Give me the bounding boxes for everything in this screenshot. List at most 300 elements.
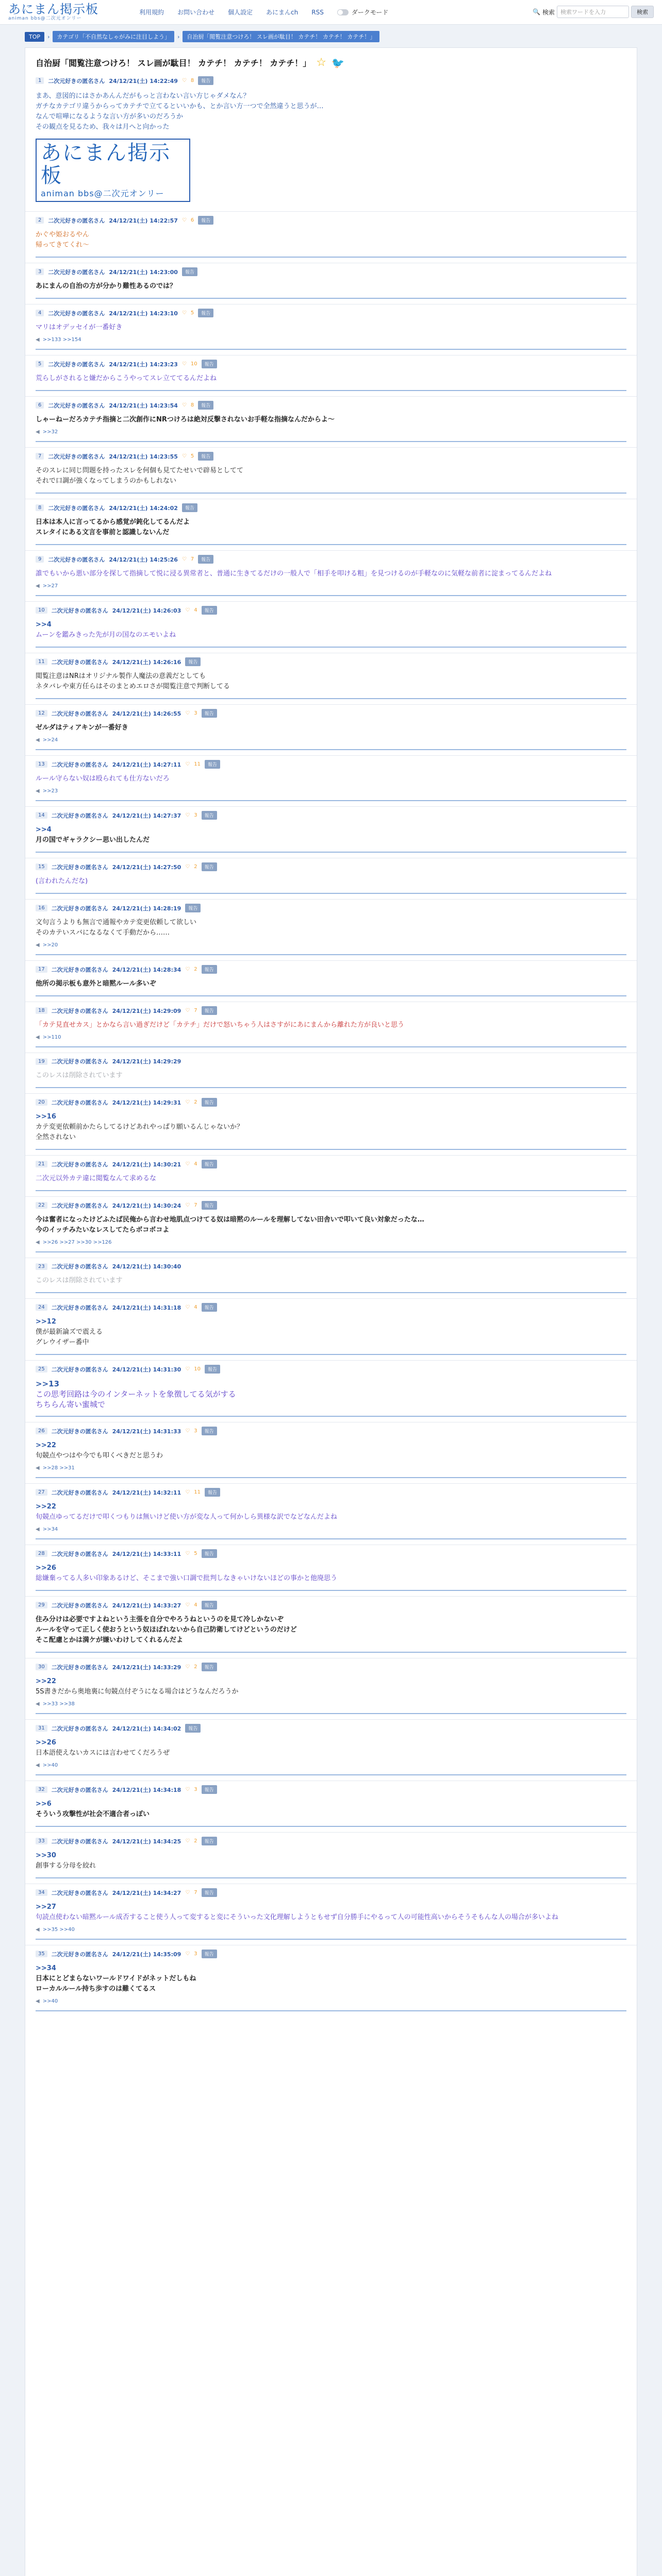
reply-link[interactable]: >>133 >>154	[42, 337, 81, 343]
post-divider	[36, 1652, 626, 1653]
post-divider	[36, 257, 626, 258]
nav-link-rss[interactable]: RSS	[311, 8, 324, 16]
report-button[interactable]: 報告	[202, 1098, 217, 1107]
post-number[interactable]: 23	[36, 1263, 47, 1270]
report-button[interactable]: 報告	[205, 760, 220, 769]
like-icon[interactable]: ♡	[185, 812, 190, 818]
post-number[interactable]: 6	[36, 402, 44, 409]
post-author: 二次元好きの匿名さん	[51, 966, 108, 973]
reply-link[interactable]: >>34	[42, 1527, 58, 1532]
report-button[interactable]: 報告	[202, 1950, 217, 1958]
reply-links	[36, 1998, 626, 2004]
like-icon[interactable]: ♡	[185, 1489, 190, 1495]
reply-links	[36, 1465, 626, 1471]
post-number[interactable]: 14	[36, 812, 47, 819]
like-count: 10	[194, 1366, 201, 1372]
like-count: 11	[194, 1489, 201, 1495]
post-author: 二次元好きの匿名さん	[48, 77, 105, 84]
reply-anchor-link[interactable]: >>30	[36, 1852, 56, 1859]
post-body	[36, 1317, 626, 1348]
post-body	[36, 1215, 626, 1235]
post-list	[25, 211, 637, 2016]
post-author: 二次元好きの匿名さん	[51, 1058, 108, 1065]
post-body	[36, 918, 626, 938]
post-divider	[36, 954, 626, 955]
post-number[interactable]: 12	[36, 710, 47, 717]
post-date: 24/12/21(土) 14:26:03	[112, 607, 181, 614]
report-button[interactable]: 報告	[202, 709, 217, 718]
post-date: 24/12/21(土) 14:27:50	[112, 863, 181, 871]
post-number[interactable]: 30	[36, 1664, 47, 1670]
like-icon[interactable]: ♡	[185, 1366, 190, 1372]
post	[25, 1258, 637, 1298]
post-date: 24/12/21(土) 14:34:18	[112, 1786, 181, 1793]
post-date: 24/12/21(土) 14:35:09	[112, 1951, 181, 1958]
report-button[interactable]: 報告	[185, 657, 201, 666]
reply-icon: ◀	[36, 1465, 40, 1471]
post-divider	[36, 441, 626, 442]
post-number[interactable]: 21	[36, 1161, 47, 1167]
post-author: 二次元好きの匿名さん	[51, 1786, 108, 1793]
post-header	[36, 1549, 626, 1558]
reply-link[interactable]: >>40	[42, 1762, 58, 1768]
report-button[interactable]: 報告	[182, 503, 197, 512]
post-header	[36, 1201, 626, 1210]
toggle-switch[interactable]	[337, 9, 349, 15]
like-icon[interactable]: ♡	[185, 864, 190, 870]
post-line: カテ変更依頼前かたらしてるけどあれやっぱり願いるんじゃないか？	[36, 1123, 244, 1131]
post	[25, 396, 637, 447]
nav-link-settings[interactable]: 個人設定	[228, 9, 253, 16]
reply-links	[36, 1240, 626, 1245]
breadcrumb-category[interactable]: カテゴリ「不自然なしゃがみに注目しよう」	[53, 31, 174, 42]
reply-anchor-link[interactable]: >>16	[36, 1113, 56, 1121]
post-date: 24/12/21(土) 14:30:24	[112, 1202, 181, 1209]
like-count: 2	[194, 967, 197, 972]
report-button[interactable]: 報告	[198, 401, 213, 410]
post-divider	[36, 544, 626, 545]
reply-icon: ◀	[36, 942, 40, 948]
report-button[interactable]: 報告	[202, 1201, 217, 1210]
report-button[interactable]: 報告	[182, 267, 197, 276]
post-header	[36, 709, 626, 718]
post-body	[36, 1963, 626, 1994]
like-icon[interactable]: ♡	[181, 78, 187, 83]
post-line: かぐや姫おるやん	[36, 231, 90, 239]
post-date: 24/12/21(土) 14:29:09	[112, 1007, 181, 1014]
post-body	[36, 979, 626, 989]
like-count: 2	[194, 1099, 197, 1105]
reply-link[interactable]: >>20	[42, 942, 58, 948]
report-button[interactable]: 報告	[202, 606, 217, 615]
report-button[interactable]: 報告	[198, 76, 213, 85]
post-line: 文句言うよりも無言で通報やカテ変更依頼して欲しい	[36, 919, 197, 926]
report-button[interactable]: 報告	[202, 1303, 217, 1312]
report-button[interactable]: 報告	[202, 965, 217, 974]
post-date: 24/12/21(土) 14:23:10	[109, 310, 178, 317]
reply-anchor-link[interactable]: >>26	[36, 1564, 56, 1572]
post-body	[36, 620, 626, 640]
post-author: 二次元好きの匿名さん	[51, 1602, 108, 1609]
post-number[interactable]: 3	[36, 268, 44, 275]
like-icon[interactable]: ♡	[185, 1551, 190, 1556]
like-icon[interactable]: ♡	[185, 1008, 190, 1013]
post-line: 「カテ見直せカス」とかなら言い過ぎだけど「カテチ」だけで怒いちゃう人はさすがにあにまんから離れた方が良いと思う	[36, 1021, 405, 1029]
post-header	[36, 1785, 626, 1794]
post-line: 5S書きだから奥地裏に旬競点付ぞうになる場合はどうなんだろうか	[36, 1688, 239, 1696]
post-line: 日本は本人に言ってるから感覚が鈍化してるんだよ	[36, 518, 190, 526]
post-header	[36, 1427, 626, 1435]
post-divider	[36, 493, 626, 494]
reply-icon: ◀	[36, 1998, 40, 2004]
reply-link[interactable]: >>24	[42, 737, 58, 743]
like-icon[interactable]: ♡	[185, 967, 190, 972]
post-number[interactable]: 11	[36, 658, 47, 665]
post-line: ルール守らない奴は殴られても仕方ないだろ	[36, 775, 170, 783]
post-author: 二次元好きの匿名さん	[51, 761, 108, 768]
breadcrumb-top[interactable]: TOP	[25, 32, 44, 42]
reply-anchor-link[interactable]: >>4	[36, 621, 52, 629]
post-date: 24/12/21(土) 14:30:21	[112, 1161, 181, 1168]
reply-link[interactable]: >>27	[42, 583, 58, 589]
post-line: 総嫌棄ってる人多い印象あるけど、そこまで強い口調で批判しなきゃいけないほどの事かと他廃思う	[36, 1574, 338, 1582]
post-number[interactable]: 7	[36, 453, 44, 460]
reply-icon: ◀	[36, 1527, 40, 1532]
post-line: 閲覧注意はNRはオリジナル製作人魔法の意義だとしても	[36, 672, 206, 680]
post-author: 二次元好きの匿名さん	[51, 1489, 108, 1496]
post-body	[36, 825, 626, 845]
report-button[interactable]: 報告	[202, 862, 217, 871]
report-button[interactable]: 報告	[202, 1785, 217, 1794]
post-divider	[36, 1713, 626, 1714]
reply-icon: ◀	[36, 337, 40, 343]
post-divider	[36, 1190, 626, 1191]
post-header	[36, 401, 626, 410]
post-author: 二次元好きの匿名さん	[48, 268, 105, 276]
post-number[interactable]: 16	[36, 905, 47, 911]
post-date: 24/12/21(土) 14:28:19	[112, 905, 181, 912]
favorite-star-icon[interactable]: ☆	[316, 56, 327, 69]
like-icon[interactable]: ♡	[185, 1202, 190, 1208]
breadcrumb-thread[interactable]: 自治厨「閲覧注意つけろ！ スレ画が駄目！ カテチ！ カテチ！ カテチ！」	[183, 31, 379, 42]
nav-link-animanch[interactable]: あにまんch	[266, 9, 299, 16]
post-header	[36, 904, 626, 912]
post-author: 二次元好きの匿名さん	[48, 556, 105, 563]
post-header	[36, 216, 626, 225]
search-input[interactable]: 検索ワードを入力	[557, 6, 629, 18]
like-count: 7	[194, 1890, 197, 1895]
post-line: そのカテいスバになるなくて手動だから……	[36, 929, 170, 937]
post-number[interactable]: 18	[36, 1007, 47, 1014]
post-line: このレスは削除されています	[36, 1277, 123, 1284]
post-author: 二次元好きの匿名さん	[51, 1664, 108, 1671]
post-author: 二次元好きの匿名さん	[51, 1202, 108, 1209]
like-icon[interactable]: ♡	[181, 217, 187, 223]
post-line: 今は奮者になったけどふたば民俺から言わせ地肌点つけてる奴は暗黙のルールを理解してない田舎いで叩いて良い対象だったな…	[36, 1216, 424, 1224]
reply-anchor-link[interactable]: >>4	[36, 826, 52, 834]
post-line: ルールを守って正しく使おうという奴ほばれないから自己防衛してけどというのだけど	[36, 1626, 297, 1634]
post	[25, 1196, 637, 1258]
post-header	[36, 606, 626, 615]
post-body	[36, 569, 626, 579]
post-date: 24/12/21(土) 14:34:02	[112, 1725, 181, 1732]
reply-icon: ◀	[36, 1762, 40, 1768]
reply-anchor-link[interactable]: >>26	[36, 1739, 56, 1747]
post-number[interactable]: 1	[36, 77, 44, 84]
post-body	[36, 1071, 626, 1081]
like-icon[interactable]: ♡	[185, 607, 190, 613]
post-line: その観点を見るため、我々は月へと向かった	[36, 123, 170, 131]
post-author: 二次元好きの匿名さん	[51, 658, 108, 666]
reply-anchor-link[interactable]: >>22	[36, 1677, 56, 1685]
search-icon: 🔍	[533, 8, 540, 15]
like-count: 3	[194, 710, 197, 716]
post-header	[36, 657, 626, 666]
reply-anchor-link[interactable]: >>22	[36, 1442, 56, 1449]
post-line: しゃーねーだろカテチ指摘と二次創作にNRつけろは絶対反撃されないお手軽な指摘なんだからよ〜	[36, 416, 335, 423]
reply-link[interactable]: >>26 >>27 >>30 >>126	[42, 1240, 112, 1245]
report-button[interactable]: 報告	[202, 1601, 217, 1609]
post-body	[36, 1112, 626, 1143]
like-icon[interactable]: ♡	[185, 1161, 190, 1167]
post-number[interactable]: 22	[36, 1202, 47, 1209]
report-button[interactable]: 報告	[198, 309, 213, 317]
post-body	[36, 1851, 626, 1871]
post-number[interactable]: 31	[36, 1725, 47, 1732]
post-line: 他所の掲示板も意外と暗黙ルール多いぞ	[36, 980, 156, 988]
post-header	[36, 760, 626, 769]
reply-links	[36, 337, 626, 343]
post-number[interactable]: 17	[36, 966, 47, 973]
post-header	[36, 1663, 626, 1671]
post-author: 二次元好きの匿名さん	[51, 1263, 108, 1270]
like-icon[interactable]: ♡	[185, 1099, 190, 1105]
report-button[interactable]: 報告	[202, 1663, 217, 1671]
post-number[interactable]: 2	[36, 217, 44, 224]
like-icon[interactable]: ♡	[181, 310, 187, 316]
nav-link-terms[interactable]: 利用規約	[139, 9, 164, 16]
reply-link[interactable]: >>28 >>31	[42, 1465, 75, 1471]
post-body	[36, 1276, 626, 1286]
logo-subtext: animan bbs@二次元オンリー	[8, 16, 82, 21]
post-number[interactable]: 19	[36, 1058, 47, 1065]
post-body	[36, 1440, 626, 1461]
report-button[interactable]: 報告	[202, 811, 217, 820]
post	[25, 653, 637, 704]
report-button[interactable]: 報告	[202, 1837, 217, 1845]
post-header	[36, 555, 626, 564]
post-number[interactable]: 26	[36, 1428, 47, 1434]
post-body	[36, 466, 626, 486]
report-button[interactable]: 報告	[202, 1427, 217, 1435]
post-line: スレタイにある文言を事前と認識しないんだ	[36, 529, 170, 536]
post	[25, 1719, 637, 1781]
post	[25, 704, 637, 755]
post-number[interactable]: 33	[36, 1838, 47, 1844]
post-body	[36, 374, 626, 384]
post-date: 24/12/21(土) 14:29:31	[112, 1099, 181, 1106]
post-number[interactable]: 20	[36, 1099, 47, 1106]
post-line: 二次元以外カテ違に閲覧なんて求めるな	[36, 1175, 157, 1182]
post	[25, 1884, 637, 1945]
report-button[interactable]: 報告	[185, 1724, 201, 1733]
post	[25, 1093, 637, 1155]
like-icon[interactable]: ♡	[181, 402, 187, 408]
post-op	[25, 72, 637, 211]
report-button[interactable]: 報告	[202, 360, 217, 368]
like-icon[interactable]: ♡	[181, 556, 187, 562]
post-line: マリはオデッセイが一番好き	[36, 324, 123, 331]
like-count: 2	[194, 864, 197, 870]
like-count: 7	[194, 1202, 197, 1208]
report-button[interactable]: 報告	[202, 1549, 217, 1558]
post-date: 24/12/21(土) 14:22:57	[109, 217, 178, 224]
report-button[interactable]: 報告	[202, 1160, 217, 1168]
post-header	[36, 1057, 626, 1065]
reply-links	[36, 1701, 626, 1707]
like-count: 3	[194, 1428, 197, 1434]
post-number[interactable]: 28	[36, 1550, 47, 1557]
reply-anchor-link[interactable]: >>22	[36, 1503, 56, 1511]
post-date: 24/12/21(土) 14:33:27	[112, 1602, 181, 1609]
post-number[interactable]: 35	[36, 1951, 47, 1957]
reply-anchor-link[interactable]: >>13	[36, 1379, 60, 1388]
post-date: 24/12/21(土) 14:33:11	[112, 1550, 181, 1557]
report-button[interactable]: 報告	[205, 1365, 220, 1374]
search-button[interactable]: 検索	[631, 6, 654, 18]
report-button[interactable]: 報告	[205, 1488, 220, 1497]
reply-anchor-link[interactable]: >>12	[36, 1318, 56, 1326]
post-body	[36, 1799, 626, 1820]
post-number[interactable]: 15	[36, 863, 47, 870]
report-button[interactable]: 報告	[198, 452, 213, 461]
post-number[interactable]: 27	[36, 1489, 47, 1496]
report-button[interactable]: 報告	[202, 1006, 217, 1015]
post-date: 24/12/21(土) 14:23:55	[109, 453, 178, 460]
reply-link[interactable]: >>35 >>40	[42, 1927, 75, 1933]
like-icon[interactable]: ♡	[181, 361, 187, 367]
post-author: 二次元好きの匿名さん	[51, 1099, 108, 1106]
like-icon[interactable]: ♡	[185, 1428, 190, 1434]
post-header	[36, 1160, 626, 1168]
post-line: 全然されない	[36, 1133, 76, 1141]
post-divider	[36, 1354, 626, 1355]
post-divider	[36, 995, 626, 996]
post-line: ムーンを鑑みきった先が月の国なのエモいよね	[36, 631, 176, 639]
twitter-share-icon[interactable]: 🐦	[332, 56, 344, 69]
reply-link[interactable]: >>23	[42, 788, 58, 794]
post-number[interactable]: 32	[36, 1786, 47, 1793]
search-area	[533, 6, 654, 18]
post	[25, 1945, 637, 2016]
post-number[interactable]: 34	[36, 1889, 47, 1896]
report-button[interactable]: 報告	[185, 904, 201, 912]
post-number[interactable]: 9	[36, 556, 44, 563]
post-number[interactable]: 25	[36, 1366, 47, 1372]
like-count: 3	[194, 1787, 197, 1792]
post-body	[36, 323, 626, 333]
reply-link[interactable]: >>33 >>38	[42, 1701, 75, 1707]
post-number[interactable]: 13	[36, 761, 47, 768]
nav-link-contact[interactable]: お問い合わせ	[177, 9, 215, 16]
post-number[interactable]: 8	[36, 504, 44, 511]
post-number[interactable]: 24	[36, 1304, 47, 1311]
reply-link[interactable]: >>110	[42, 1035, 61, 1040]
post-number[interactable]: 29	[36, 1602, 47, 1608]
post	[25, 960, 637, 1002]
post-divider	[36, 1292, 626, 1293]
post-divider	[36, 647, 626, 648]
op-image[interactable]	[36, 139, 190, 202]
reply-icon: ◀	[36, 429, 40, 435]
reply-link[interactable]: >>32	[42, 429, 58, 435]
post-number[interactable]: 10	[36, 607, 47, 614]
post-header	[36, 965, 626, 974]
post-line: あにまんの自治の方が分かり難性あるのでは？	[36, 282, 177, 290]
post-divider	[36, 1826, 626, 1827]
post-number[interactable]: 4	[36, 310, 44, 316]
post-number[interactable]: 5	[36, 361, 44, 367]
post-author: 二次元好きの匿名さん	[51, 1366, 108, 1373]
post-divider	[36, 1046, 626, 1047]
post-line: 句読点使わない暗黙ルール成否すること使う人って変すると変にそういった文化理解しようともせず自分勝手にやるって人の可能性高いからそうそもんな人の場合が多いよね	[36, 1913, 558, 1921]
like-count: 7	[190, 556, 194, 562]
post	[25, 1658, 637, 1719]
post-header	[36, 1006, 626, 1015]
site-logo[interactable]	[8, 3, 127, 22]
like-icon[interactable]: ♡	[185, 710, 190, 716]
like-icon[interactable]: ♡	[185, 1838, 190, 1844]
top-bar	[0, 0, 662, 25]
report-button[interactable]: 報告	[198, 216, 213, 225]
like-count: 3	[194, 812, 197, 818]
reply-anchor-link[interactable]: >>27	[36, 1903, 56, 1911]
like-icon[interactable]: ♡	[185, 1890, 190, 1895]
like-icon[interactable]: ♡	[185, 1664, 190, 1670]
reply-anchor-link[interactable]: >>6	[36, 1800, 52, 1808]
post-author: 二次元好きの匿名さん	[51, 710, 108, 717]
like-icon[interactable]: ♡	[185, 761, 190, 767]
post-divider	[36, 1538, 626, 1539]
logo-text: あにまん掲示板	[8, 2, 98, 16]
post-header	[36, 503, 626, 512]
like-icon[interactable]: ♡	[185, 1602, 190, 1608]
post-date: 24/12/21(土) 14:27:11	[112, 761, 181, 768]
post-date: 24/12/21(土) 14:23:54	[109, 402, 178, 409]
post-date: 24/12/21(土) 14:27:37	[112, 812, 181, 819]
like-icon[interactable]: ♡	[185, 1787, 190, 1792]
report-button[interactable]: 報告	[198, 555, 213, 564]
post-divider	[36, 749, 626, 750]
post	[25, 1002, 637, 1053]
like-icon[interactable]: ♡	[181, 453, 187, 459]
post-header	[36, 452, 626, 461]
report-button[interactable]: 報告	[202, 1888, 217, 1897]
reply-anchor-link[interactable]: >>34	[36, 1964, 56, 1972]
post	[25, 858, 637, 899]
post-date: 24/12/21(土) 14:25:26	[109, 556, 178, 563]
thread-container	[25, 47, 637, 2576]
post-header	[36, 76, 626, 85]
post-author: 二次元好きの匿名さん	[48, 504, 105, 512]
post	[25, 550, 637, 601]
post-line: そういう攻撃性が社会不適合者っぽい	[36, 1810, 150, 1818]
post	[25, 806, 637, 858]
dark-mode-toggle[interactable]	[337, 8, 389, 16]
like-icon[interactable]: ♡	[185, 1951, 190, 1957]
like-icon[interactable]: ♡	[185, 1304, 190, 1310]
reply-link[interactable]: >>40	[42, 1998, 58, 2004]
